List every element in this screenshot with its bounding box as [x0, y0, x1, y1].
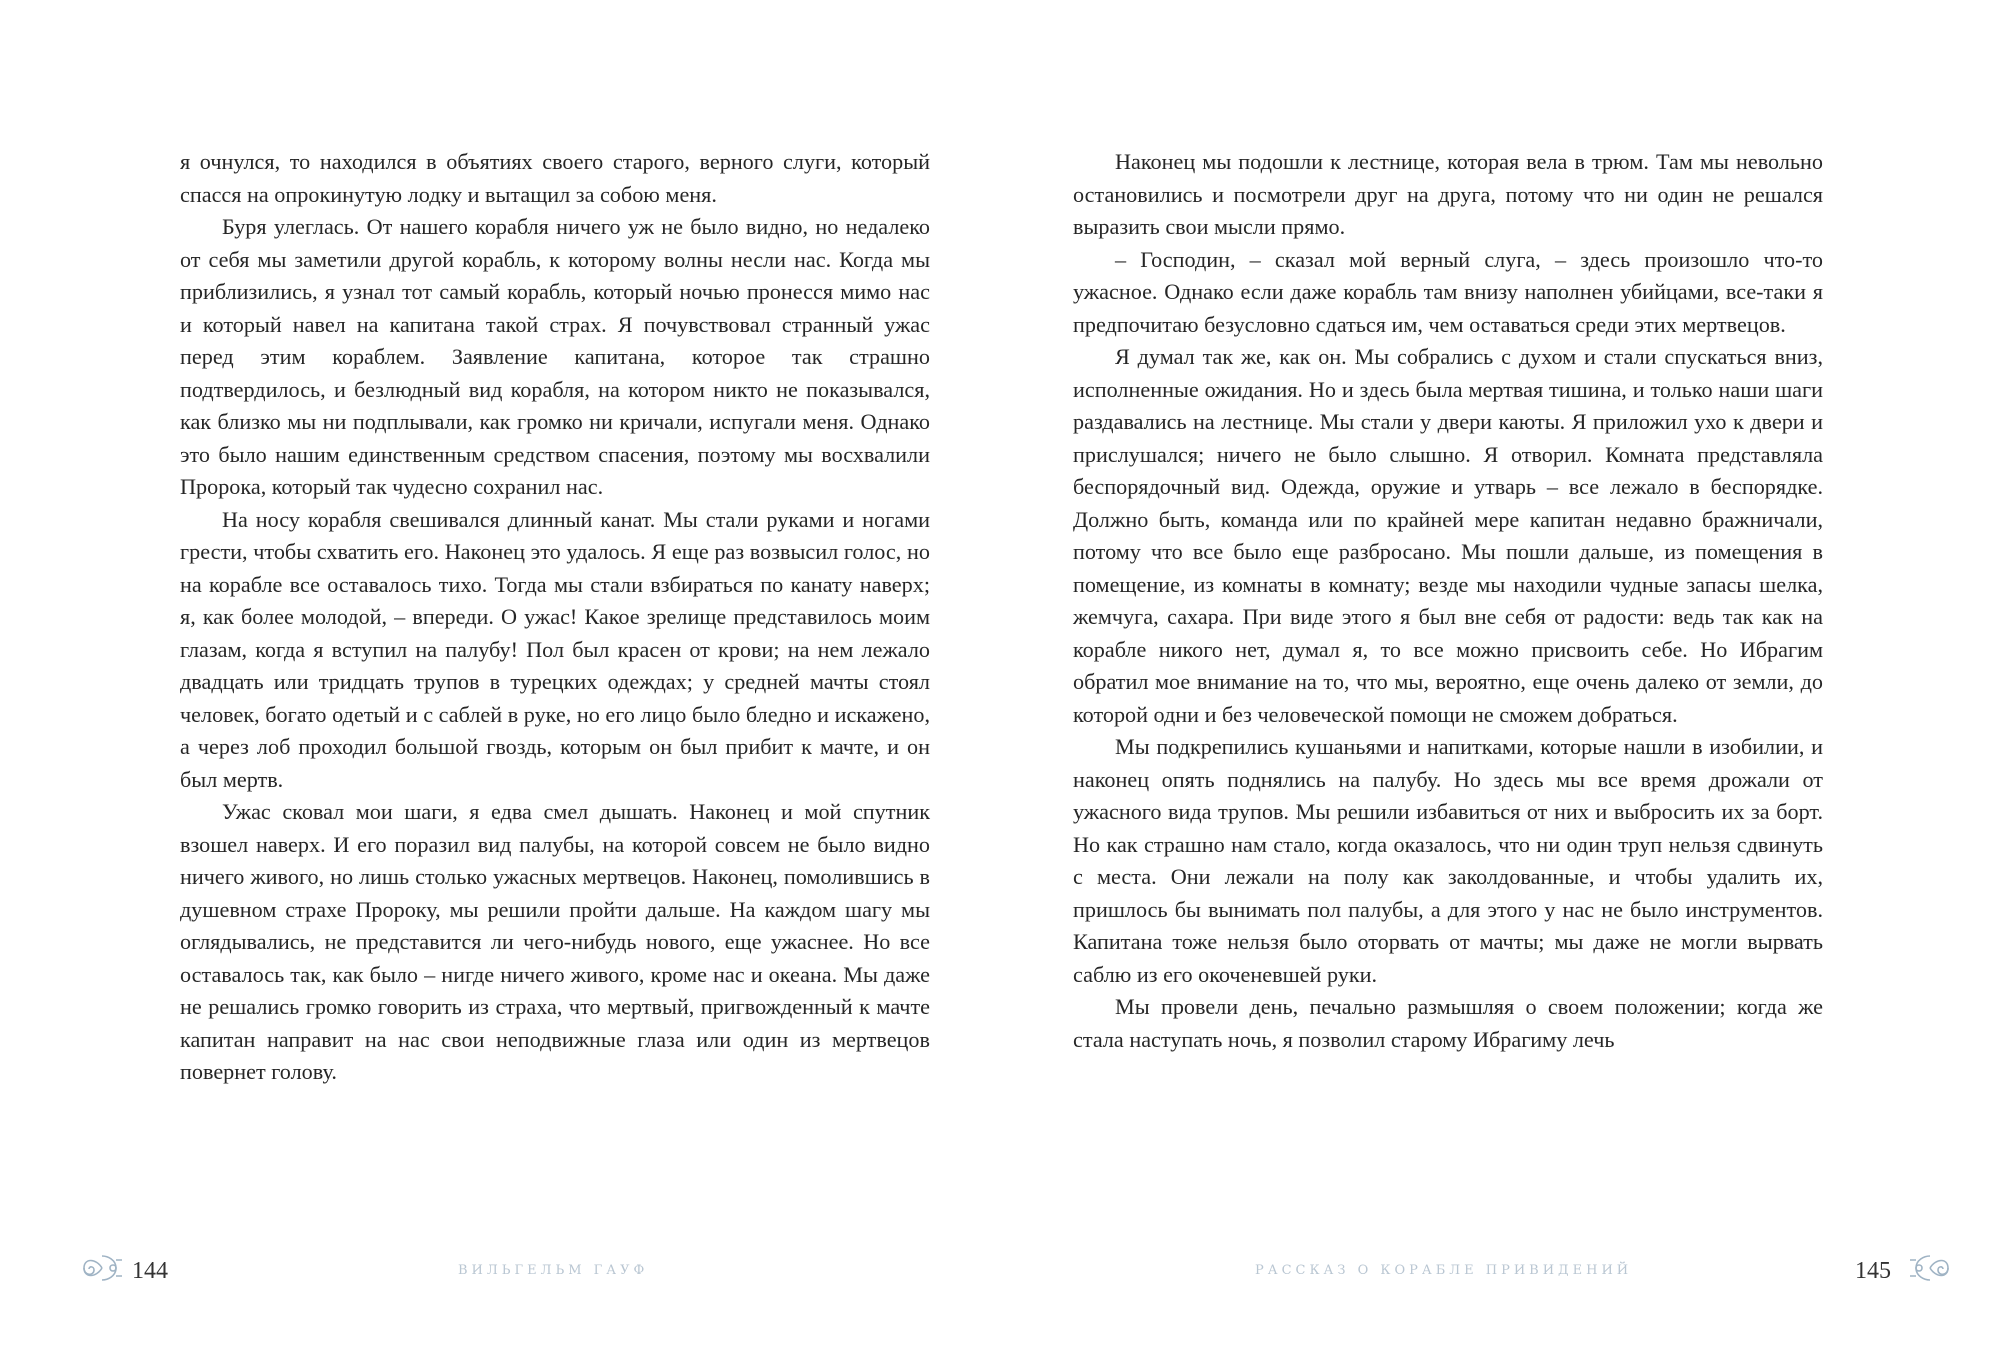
- left-page-text: [180, 146, 930, 1089]
- paragraph: Ужас сковал мои шаги, я едва смел дышать. Наконец и мой спутник взошел наверх. И его поразил вид палубы, на которой совсем не было видно ничего живого, но лишь столько ужасных мертвецов. Наконец, помолившись в душевном страхе Пророку, мы решили пройти дальше. На каждом шагу мы оглядывались, не представится ли чего-нибудь нового, еще ужаснее. Но все оставалось так, как было – нигде ничего живого, кроме нас и океана. Мы даже не решались громко говорить из страха, что мертвый, пригвожденный к мачте капитан направит на нас свои неподвижные глаза или один из мертвецов повернет голову.: [180, 799, 930, 1084]
- ornament-icon: [80, 1250, 124, 1286]
- paragraph: Наконец мы подошли к лестнице, которая вела в трюм. Там мы невольно остановились и посмотрели друг на друга, потому что ни один не решался выразить свои мысли прямо.: [1073, 149, 1823, 239]
- paragraph: Буря улеглась. От нашего корабля ничего уж не было видно, но недалеко от себя мы заметили другой корабль, к которому волны несли нас. Когда мы приблизились, я узнал тот самый корабль, который ночью пронесся мимо нас и который навел на капитана такой страх. Я почувствовал странный ужас перед этим кораблем. Заявление капитана, которое так страшно подтвердилось, и безлюдный вид корабля, на котором никто не показывался, как близко мы ни подплывали, как громко ни кричали, испугали меня. Однако это было нашим единственным средством спасения, поэтому мы восхвалили Пророка, который так чудесно сохранил нас.: [180, 214, 930, 499]
- paragraph: – Господин, – сказал мой верный слуга, – здесь произошло что-то ужасное. Однако если даже корабль там внизу наполнен убийцами, все-таки я предпочитаю безусловно сдаться им, чем оставаться среди этих мертвецов.: [1073, 246, 1823, 337]
- right-page-text: [1073, 146, 1823, 1056]
- paragraph: Мы провели день, печально размышляя о своем положении; когда же стала наступать ночь, я позволил старому Ибрагиму лечь: [1073, 994, 1823, 1052]
- paragraph: я очнулся, то находился в объятиях своего старого, верного слуги, который спасся на опрокинутую лодку и вытащил за собою меня.: [180, 149, 930, 207]
- page-number-right: 145: [1855, 1258, 1891, 1284]
- paragraph: Мы подкрепились кушаньями и напитками, которые нашли в изобилии, и наконец опять поднялись на палубу. Но здесь мы все время дрожали от ужасного вида трупов. Мы решили избавиться от них и выбросить их за борт. Но как страшно нам стало, когда оказалось, что ни один труп нельзя сдвинуть с места. Они лежали на полу как заколдованные, и чтобы удалить их, пришлось бы вынимать пол палубы, а для этого у нас не было инструментов. Капитана тоже нельзя было оторвать от мачты; мы даже не могли вырвать саблю из его окоченевшей руки.: [1073, 734, 1823, 987]
- paragraph: На носу корабля свешивался длинный канат. Мы стали руками и ногами грести, чтобы схватить его. Наконец это удалось. Я еще раз возвысил голос, но на корабле все оставалось тихо. Тогда мы стали взбираться по канату наверх; я, как более молодой, – впереди. О ужас! Какое зрелище представилось моим глазам, когда я вступил на палубу! Пол был красен от крови; на нем лежало двадцать или тридцать трупов в турецких одеждах; у средней мачты стоял человек, богато одетый и с саблей в руке, но его лицо было бледно и искажено, а через лоб проходил большой гвоздь, которым он был прибит к мачте, и он был мертв.: [180, 506, 930, 792]
- right-page: [1000, 0, 2000, 1353]
- running-head-title: РАССКАЗ О КОРАБЛЕ ПРИВИДЕНИЙ: [1255, 1263, 1633, 1278]
- page-number-left: 144: [132, 1258, 168, 1284]
- ornament-icon: [1908, 1250, 1952, 1286]
- paragraph: Я думал так же, как он. Мы собрались с духом и стали спускаться вниз, исполненные ожидания. Но и здесь была мертвая тишина, и только наши шаги раздавались на лестнице. Мы стали у двери каюты. Я приложил ухо к двери и прислушался; ничего не было слышно. Я отворил. Комната представляла беспорядочный вид. Одежда, оружие и утварь – все лежало в беспорядке. Должно быть, команда или по крайней мере капитан недавно бражничали, потому что все было еще разбросано. Мы пошли дальше, из помещения в помещение, из комнаты в комнату; везде мы находили чудные запасы шелка, жемчуга, сахара. При виде этого я был вне себя от радости: ведь так как на корабле никого нет, думал я, то все можно присвоить себе. Но Ибрагим обратил мое внимание на то, что мы, вероятно, еще очень далеко от земли, до которой одни и без человеческой помощи не сможем добраться.: [1073, 344, 1823, 727]
- running-head-author: ВИЛЬГЕЛЬМ ГАУФ: [458, 1263, 649, 1278]
